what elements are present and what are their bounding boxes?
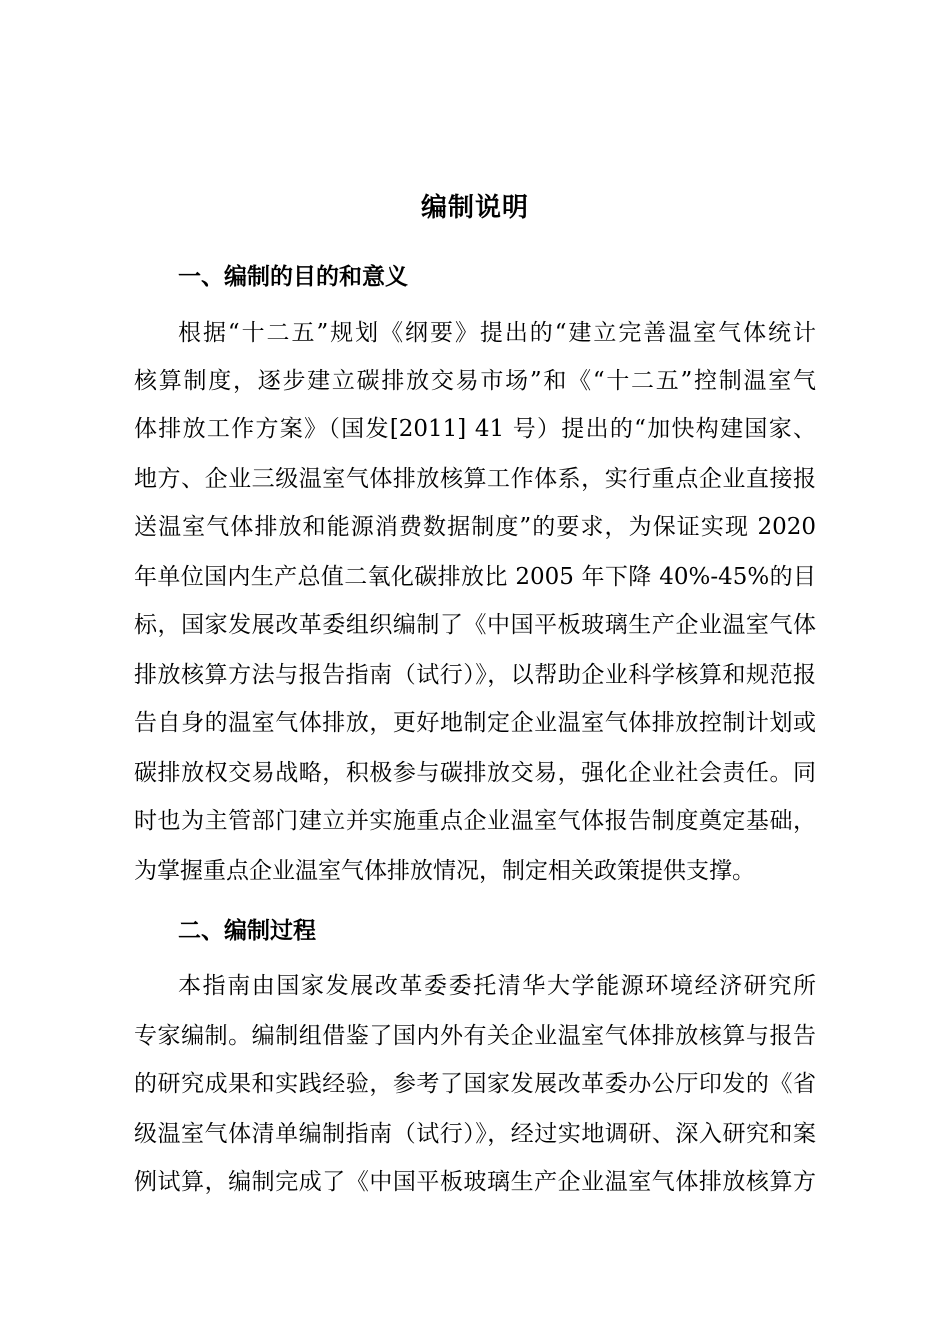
paragraph-line: 核算制度，逐步建立碳排放交易市场”和《“十二五”控制温室气 <box>134 368 816 394</box>
paragraph-line: 级温室气体清单编制指南（试行）》，经过实地调研、深入研究和案 <box>134 1121 816 1147</box>
paragraph-line: 送温室气体排放和能源消费数据制度”的要求，为保证实现 2020 <box>134 514 816 540</box>
paragraph-line: 体排放工作方案》（国发[2011] 41 号）提出的“加快构建国家、 <box>134 416 816 442</box>
paragraph-line: 排放核算方法与报告指南（试行）》，以帮助企业科学核算和规范报 <box>134 662 816 688</box>
paragraph-line: 地方、企业三级温室气体排放核算工作体系，实行重点企业直接报 <box>134 466 816 492</box>
section-heading-purpose: 一、编制的目的和意义 <box>178 264 408 290</box>
paragraph-line: 年单位国内生产总值二氧化碳排放比 2005 年下降 40%-45%的目 <box>134 564 816 590</box>
paragraph-line: 为掌握重点企业温室气体排放情况，制定相关政策提供支撑。 <box>134 858 755 884</box>
document-title: 编制说明 <box>420 193 529 223</box>
paragraph-line: 告自身的温室气体排放，更好地制定企业温室气体排放控制计划或 <box>134 710 816 736</box>
paragraph-line: 专家编制。编制组借鉴了国内外有关企业温室气体排放核算与报告 <box>134 1023 816 1049</box>
paragraph-line: 例试算，编制完成了《中国平板玻璃生产企业温室气体排放核算方 <box>134 1169 816 1195</box>
paragraph-line: 根据“十二五”规划《纲要》提出的“建立完善温室气体统计 <box>178 320 816 346</box>
paragraph-line: 时也为主管部门建立并实施重点企业温室气体报告制度奠定基础， <box>134 808 816 834</box>
paragraph-line: 本指南由国家发展改革委委托清华大学能源环境经济研究所 <box>178 973 816 999</box>
paragraph-line: 碳排放权交易战略，积极参与碳排放交易，强化企业社会责任。同 <box>134 760 816 786</box>
paragraph-line: 标，国家发展改革委组织编制了《中国平板玻璃生产企业温室气体 <box>134 612 816 638</box>
paragraph-line: 的研究成果和实践经验，参考了国家发展改革委办公厅印发的《省 <box>134 1071 816 1097</box>
section-heading-process: 二、编制过程 <box>178 918 316 944</box>
